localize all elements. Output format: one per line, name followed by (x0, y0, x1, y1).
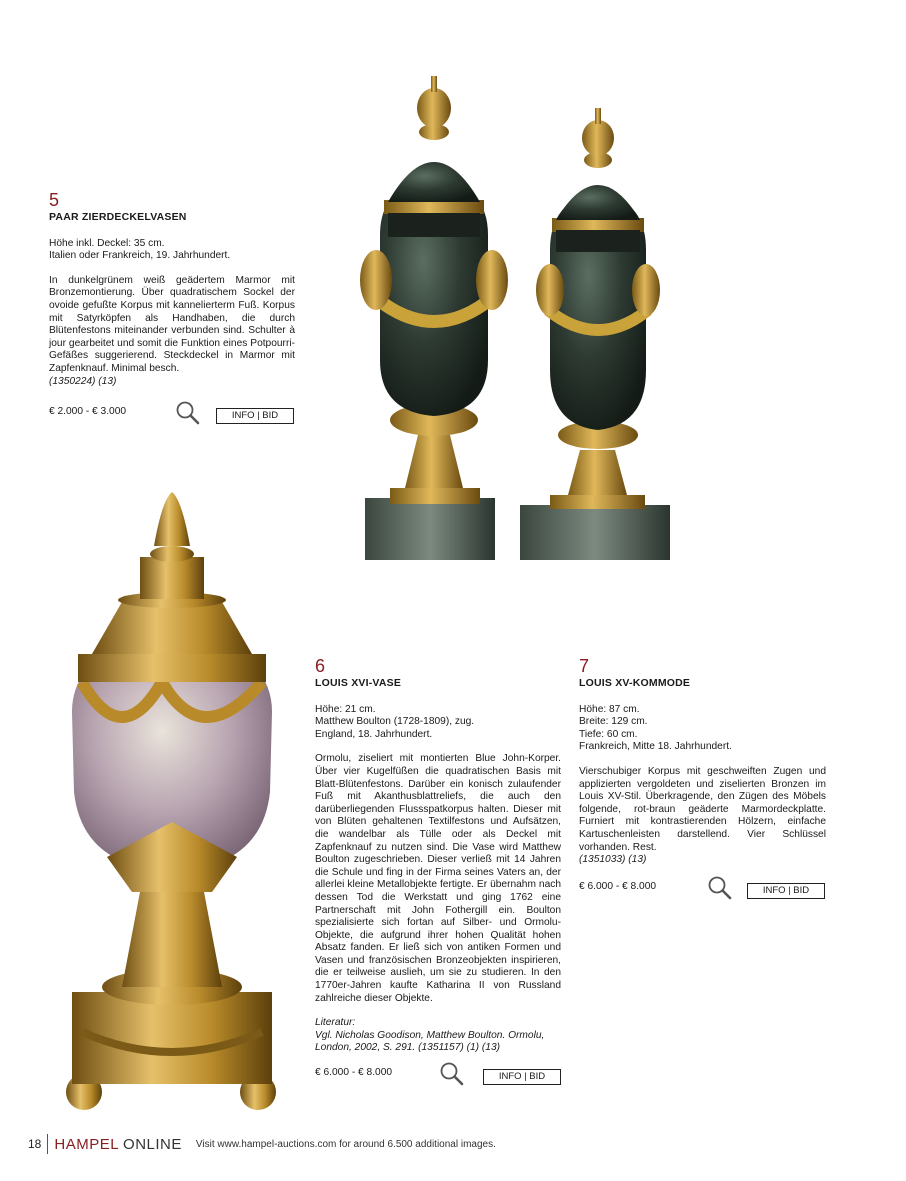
price-row (49, 406, 295, 428)
spec-line: England, 18. Jahrhundert. (315, 728, 433, 740)
brand-name: HAMPEL (54, 1135, 120, 1153)
magnifier-icon[interactable] (707, 875, 733, 901)
spec-line: Italien oder Frankreich, 19. Jahrhundert. (49, 250, 231, 262)
lot-specs (49, 238, 295, 263)
lot-title: LOUIS XV-KOMMODE (579, 677, 691, 689)
spec-line: Höhe: 21 cm. (315, 703, 376, 715)
footer-divider (47, 1134, 48, 1154)
lot-reference: (1351033) (13) (579, 854, 647, 866)
lot-specs (579, 704, 826, 754)
page-number: 18 (28, 1137, 42, 1151)
magnifier-icon[interactable] (439, 1061, 465, 1087)
lot-description: Ormolu, ziseliert mit montierten Blue John-Korper. Über vier Kugelfüßen die quadratischen Basis mit Blatt-Blütenfestons. Darüber ein konisch zulaufender Fuß mit Akanthusblattreliefs, die auch den darüberliegenden Flussspatkorpus halten. Dieser mit von Blüten gehaltenen Textilfestons und Aufsätzen, die wandelbar als Tülle oder als Deckel mit Zapfenknauf zu nutzen sind. Die Vase wird Matthew Boulton zugeschrieben. Dieser verließ mit 14 Jahren die Schule und fing in der Firma seines Vaters an, der allerlei kleine Metallobjekte fertigte. Er übernahm nach dessen Tod die Werkstatt und ging 1762 eine Partnerschaft mit John Fothergill ein. Boulton spezialisierte sich fortan auf Silber- und Ormolu-Objekte, die aufgrund ihrer hohen Qualität hohen Absatz fanden. Er ließ sich von antiken Formen und Vasen und französischen Bronzeobjekten inspirieren, die er teilweise auslieh, um sie zu studieren. In den 1770er-Jahren kaufte Katharina II von Russland zahlreiche dieser Objekte. (315, 753, 561, 1004)
price-row (315, 1067, 561, 1089)
spec-line: Breite: 129 cm. (579, 716, 648, 728)
lot-title: LOUIS XVI-VASE (315, 677, 402, 689)
spec-line: Matthew Boulton (1728-1809), zug. (315, 716, 475, 728)
price-row (579, 881, 826, 903)
lot-6 (315, 656, 561, 1089)
lot-title: PAAR ZIERDECKELVASEN (49, 211, 187, 223)
spec-line: Höhe inkl. Deckel: 35 cm. (49, 237, 165, 249)
spec-line: Tiefe: 60 cm. (579, 728, 638, 740)
magnifier-icon[interactable] (175, 400, 201, 426)
lot-number: 5 (49, 190, 60, 210)
lot-number: 7 (579, 656, 590, 676)
spec-line: Höhe: 87 cm. (579, 703, 640, 715)
page-footer (28, 1133, 496, 1155)
price-estimate: € 6.000 - € 8.000 (579, 880, 657, 892)
brand-suffix: ONLINE (123, 1135, 182, 1153)
literature-text: Vgl. Nicholas Goodison, Matthew Boulton. Ormolu, London, 2002, S. 291. (1351157) (1) (13) (315, 1029, 545, 1054)
info-bid-button[interactable]: INFO | BID (483, 1069, 561, 1085)
price-estimate: € 6.000 - € 8.000 (315, 1067, 393, 1079)
lot-6-photo (12, 462, 304, 1117)
lot-5-photo (330, 40, 710, 560)
lot-7 (579, 656, 826, 903)
info-bid-button[interactable]: INFO | BID (216, 408, 294, 424)
lot-reference: (1350224) (13) (49, 375, 117, 387)
lot-number: 6 (315, 656, 326, 676)
spec-line: Frankreich, Mitte 18. Jahrhundert. (579, 741, 732, 753)
lot-description: Vierschubiger Korpus mit geschweiften Zugen und applizierten vergoldeten und ziselierten Bronzen im Louis XV-Stil. Überkragende, den Zügen des Möbels folgende, rot-braun geäderte Marmordeckplatte. Furniert mit kontrastierenden Hölzern, einfache Kartuschenleisten darstellend. Vier Schlüssel vorhanden. Rest. (579, 765, 826, 853)
lot-literature (315, 1017, 561, 1055)
visit-link-text[interactable]: Visit www.hampel-auctions.com for around 6.500 additional images. (195, 1138, 496, 1150)
info-bid-button[interactable]: INFO | BID (747, 883, 825, 899)
literature-heading: Literatur: (315, 1017, 356, 1029)
price-estimate: € 2.000 - € 3.000 (49, 406, 127, 418)
lot-description: In dunkelgrünem weiß geädertem Marmor mit Bronzemontierung. Über quadratischem Sockel der ovoide gefußte Korpus mit kannelierterm Fuß. Korpus mit Satyrköpfen als Handhaben, die durch Blütenfestons miteinander verbunden sind. Schulter à jour gearbeitet und somit die Funktion eines Potpourri-Gefäßes suggerierend. Steckdeckel in Marmor mit Zapfenknauf. Minimal besch. (49, 274, 295, 374)
lot-specs (315, 704, 561, 742)
lot-5 (49, 190, 295, 428)
